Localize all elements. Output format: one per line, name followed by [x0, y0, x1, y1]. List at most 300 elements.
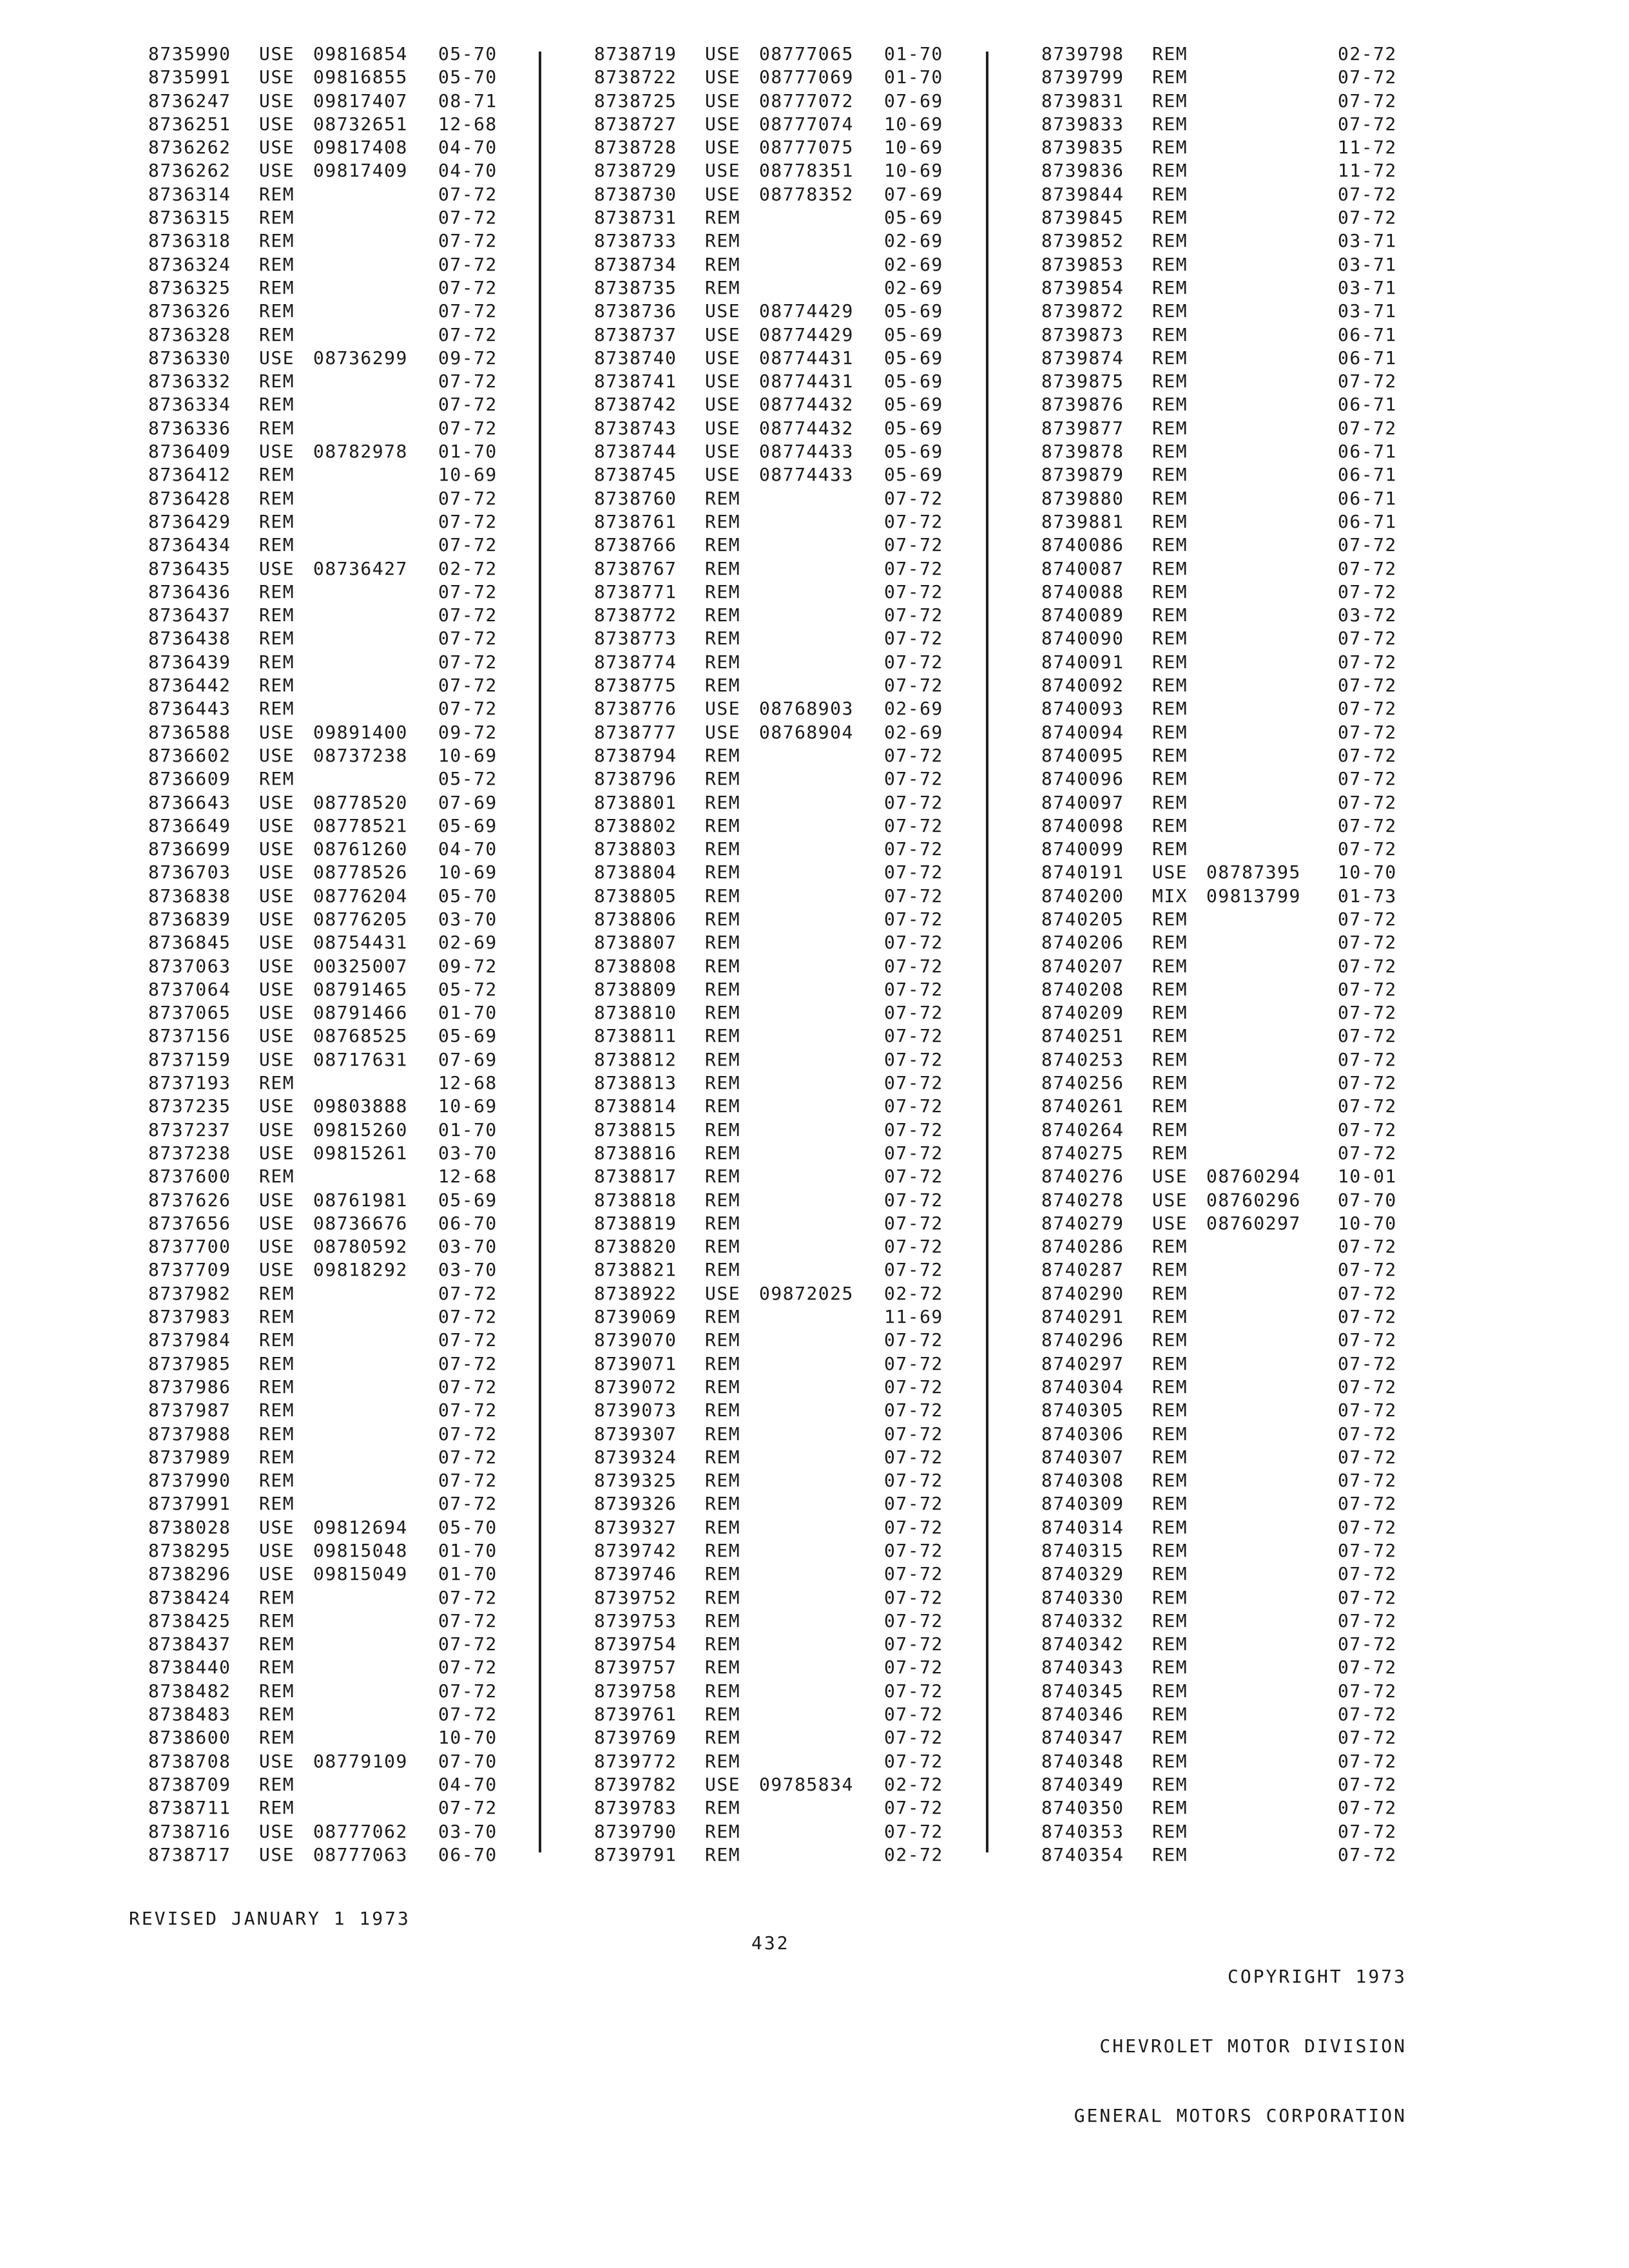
- effective-date: 07-72: [438, 1610, 497, 1631]
- parts-row: [594, 370, 994, 393]
- effective-date: 07-72: [438, 1493, 497, 1515]
- action-code: REM: [705, 908, 741, 930]
- parts-row: [148, 1446, 548, 1469]
- action-code: REM: [705, 1493, 741, 1515]
- part-number: 8740261: [1041, 1095, 1124, 1117]
- effective-date: 07-72: [438, 370, 497, 392]
- parts-row: [594, 183, 994, 206]
- parts-row: [148, 1610, 548, 1633]
- parts-row: [1041, 838, 1441, 861]
- effective-date: 10-01: [1338, 1166, 1397, 1187]
- parts-row: [1041, 1329, 1441, 1352]
- effective-date: 07-72: [1338, 1048, 1397, 1070]
- parts-row: [594, 1446, 994, 1469]
- part-number: 8737709: [148, 1259, 231, 1281]
- action-code: REM: [705, 1048, 741, 1070]
- parts-row: [1041, 276, 1441, 300]
- part-number: 8736409: [148, 441, 231, 463]
- replacement-part: 08779109: [313, 1750, 408, 1772]
- effective-date: 07-72: [1338, 1119, 1397, 1140]
- part-number: 8738813: [594, 1072, 677, 1094]
- column-divider: [539, 52, 541, 1852]
- replacement-part: 08778352: [759, 183, 854, 205]
- effective-date: 03-71: [1338, 253, 1397, 275]
- action-code: REM: [259, 1352, 295, 1374]
- parts-row: [1041, 90, 1441, 113]
- effective-date: 03-70: [438, 1259, 497, 1281]
- parts-row: [148, 744, 548, 767]
- effective-date: 07-72: [1338, 1025, 1397, 1047]
- parts-row: [148, 1142, 548, 1165]
- action-code: REM: [1152, 1704, 1188, 1725]
- column-divider: [986, 52, 988, 1852]
- part-number: 8738807: [594, 932, 677, 954]
- parts-row: [594, 1305, 994, 1329]
- action-code: REM: [259, 1376, 295, 1398]
- parts-row: [148, 370, 548, 393]
- part-number: 8740253: [1041, 1048, 1124, 1070]
- action-code: REM: [1152, 1025, 1188, 1047]
- action-code: USE: [705, 441, 741, 463]
- effective-date: 07-72: [438, 253, 497, 275]
- action-code: REM: [259, 1680, 295, 1702]
- action-code: USE: [259, 1189, 295, 1211]
- part-number: 8736442: [148, 675, 231, 697]
- part-number: 8736838: [148, 885, 231, 907]
- effective-date: 07-72: [884, 604, 943, 626]
- parts-row: [594, 697, 994, 720]
- action-code: REM: [1152, 1446, 1188, 1468]
- effective-date: 07-72: [438, 1470, 497, 1492]
- action-code: REM: [705, 1002, 741, 1024]
- action-code: USE: [705, 1773, 741, 1795]
- effective-date: 05-70: [438, 1516, 497, 1538]
- parts-row: [594, 90, 994, 113]
- part-number: 8740256: [1041, 1072, 1124, 1094]
- parts-row: [594, 604, 994, 627]
- part-number: 8736315: [148, 207, 231, 229]
- part-number: 8739881: [1041, 510, 1124, 532]
- effective-date: 07-72: [1338, 1843, 1397, 1865]
- effective-date: 07-72: [1338, 955, 1397, 977]
- parts-row: [1041, 1399, 1441, 1422]
- action-code: USE: [259, 1820, 295, 1842]
- part-number: 8738711: [148, 1797, 231, 1819]
- action-code: REM: [705, 1095, 741, 1117]
- action-code: REM: [259, 1773, 295, 1795]
- part-number: 8740191: [1041, 861, 1124, 883]
- parts-row: [1041, 604, 1441, 627]
- effective-date: 07-72: [884, 1142, 943, 1164]
- part-number: 8738709: [148, 1773, 231, 1795]
- part-number: 8737656: [148, 1212, 231, 1234]
- part-number: 8740088: [1041, 581, 1124, 602]
- action-code: USE: [259, 90, 295, 111]
- part-number: 8737984: [148, 1329, 231, 1351]
- part-number: 8736428: [148, 487, 231, 509]
- replacement-part: 08778521: [313, 814, 408, 836]
- parts-row: [1041, 1820, 1441, 1843]
- replacement-part: 08774431: [759, 347, 854, 369]
- part-number: 8739782: [594, 1773, 677, 1795]
- part-number: 8736324: [148, 253, 231, 275]
- parts-row: [594, 1773, 994, 1796]
- effective-date: 12-68: [438, 1072, 497, 1094]
- parts-row: [594, 1258, 994, 1282]
- parts-row: [1041, 1726, 1441, 1749]
- effective-date: 07-69: [438, 791, 497, 813]
- parts-row: [594, 1680, 994, 1703]
- part-number: 8737989: [148, 1446, 231, 1468]
- parts-row: [594, 581, 994, 604]
- action-code: USE: [259, 1142, 295, 1164]
- part-number: 8740308: [1041, 1470, 1124, 1492]
- replacement-part: 08768525: [313, 1025, 408, 1047]
- parts-row: [594, 955, 994, 978]
- replacement-part: 08736427: [313, 557, 408, 579]
- effective-date: 07-72: [1338, 768, 1397, 790]
- part-number: 8738772: [594, 604, 677, 626]
- action-code: REM: [705, 1142, 741, 1164]
- parts-row: [148, 393, 548, 416]
- part-number: 8739845: [1041, 207, 1124, 229]
- replacement-part: 09872025: [759, 1282, 854, 1304]
- parts-row: [148, 1095, 548, 1118]
- parts-row: [594, 744, 994, 767]
- parts-row: [594, 1750, 994, 1773]
- part-number: 8738796: [594, 768, 677, 790]
- effective-date: 07-72: [1338, 628, 1397, 649]
- action-code: REM: [705, 791, 741, 813]
- part-number: 8737193: [148, 1072, 231, 1094]
- part-number: 8738483: [148, 1704, 231, 1725]
- action-code: REM: [259, 253, 295, 275]
- effective-date: 07-72: [1338, 651, 1397, 673]
- effective-date: 07-72: [438, 1633, 497, 1655]
- parts-row: [148, 90, 548, 113]
- effective-date: 07-72: [1338, 814, 1397, 836]
- part-number: 8738028: [148, 1516, 231, 1538]
- action-code: REM: [259, 183, 295, 205]
- part-number: 8739327: [594, 1516, 677, 1538]
- action-code: REM: [1152, 1423, 1188, 1445]
- action-code: REM: [259, 230, 295, 252]
- part-number: 8737064: [148, 978, 231, 1000]
- action-code: REM: [259, 1610, 295, 1631]
- effective-date: 07-72: [438, 1399, 497, 1421]
- effective-date: 07-72: [1338, 1773, 1397, 1795]
- action-code: USE: [1152, 1166, 1188, 1187]
- action-code: USE: [259, 1259, 295, 1281]
- action-code: REM: [1152, 1727, 1188, 1749]
- part-number: 8737065: [148, 1002, 231, 1024]
- part-number: 8738809: [594, 978, 677, 1000]
- effective-date: 07-72: [1338, 1259, 1397, 1281]
- part-number: 8739069: [594, 1306, 677, 1328]
- effective-date: 05-72: [438, 768, 497, 790]
- action-code: REM: [1152, 628, 1188, 649]
- action-code: REM: [705, 651, 741, 673]
- parts-row: [1041, 66, 1441, 89]
- action-code: REM: [705, 1727, 741, 1749]
- part-number: 8738922: [594, 1282, 677, 1304]
- parts-row: [1041, 1048, 1441, 1072]
- action-code: REM: [259, 1797, 295, 1819]
- replacement-part: 09803888: [313, 1095, 408, 1117]
- action-code: REM: [705, 1633, 741, 1655]
- action-code: REM: [705, 1750, 741, 1772]
- effective-date: 10-69: [438, 861, 497, 883]
- copyright-line: GENERAL MOTORS CORPORATION: [1074, 2105, 1407, 2126]
- action-code: REM: [1152, 1352, 1188, 1374]
- action-code: REM: [1152, 651, 1188, 673]
- effective-date: 07-72: [1338, 557, 1397, 579]
- action-code: REM: [1152, 183, 1188, 205]
- parts-row: [1041, 1282, 1441, 1305]
- parts-row: [148, 1586, 548, 1610]
- effective-date: 07-72: [438, 651, 497, 673]
- effective-date: 07-72: [884, 1119, 943, 1140]
- replacement-part: 08768904: [759, 721, 854, 743]
- effective-date: 07-72: [884, 861, 943, 883]
- parts-row: [594, 1024, 994, 1048]
- parts-row: [148, 229, 548, 253]
- replacement-part: 09818292: [313, 1259, 408, 1281]
- part-number: 8736443: [148, 698, 231, 720]
- effective-date: 07-72: [884, 1446, 943, 1468]
- parts-row: [148, 533, 548, 557]
- action-code: USE: [259, 978, 295, 1000]
- effective-date: 07-72: [1338, 1002, 1397, 1024]
- parts-row: [1041, 417, 1441, 440]
- parts-row: [594, 253, 994, 276]
- parts-row: [594, 136, 994, 159]
- parts-row: [1041, 1423, 1441, 1446]
- action-code: REM: [259, 323, 295, 345]
- effective-date: 05-69: [884, 394, 943, 416]
- action-code: REM: [705, 581, 741, 602]
- part-number: 8740276: [1041, 1166, 1124, 1187]
- effective-date: 07-72: [438, 276, 497, 298]
- part-number: 8740096: [1041, 768, 1124, 790]
- action-code: REM: [259, 510, 295, 532]
- part-number: 8736845: [148, 932, 231, 954]
- parts-row: [148, 814, 548, 838]
- effective-date: 05-69: [884, 347, 943, 369]
- part-number: 8736314: [148, 183, 231, 205]
- part-number: 8740296: [1041, 1329, 1124, 1351]
- action-code: REM: [259, 487, 295, 509]
- action-code: REM: [1152, 276, 1188, 298]
- action-code: REM: [1152, 1282, 1188, 1304]
- part-number: 8739758: [594, 1680, 677, 1702]
- part-number: 8739742: [594, 1540, 677, 1561]
- effective-date: 05-70: [438, 66, 497, 88]
- effective-date: 07-72: [884, 814, 943, 836]
- parts-row: [1041, 908, 1441, 931]
- part-number: 8738742: [594, 394, 677, 416]
- replacement-part: 08760297: [1206, 1212, 1301, 1234]
- part-number: 8736435: [148, 557, 231, 579]
- effective-date: 07-72: [884, 744, 943, 766]
- action-code: USE: [705, 698, 741, 720]
- parts-row: [148, 1750, 548, 1773]
- effective-date: 03-71: [1338, 300, 1397, 322]
- replacement-part: 08782978: [313, 441, 408, 463]
- effective-date: 02-69: [884, 721, 943, 743]
- action-code: REM: [1152, 1399, 1188, 1421]
- effective-date: 07-72: [1338, 838, 1397, 860]
- parts-row: [148, 1820, 548, 1843]
- effective-date: 07-72: [1338, 1727, 1397, 1749]
- parts-row: [148, 1399, 548, 1422]
- part-number: 8739072: [594, 1376, 677, 1398]
- parts-row: [594, 323, 994, 347]
- effective-date: 10-70: [438, 1727, 497, 1749]
- effective-date: 07-72: [884, 1563, 943, 1585]
- action-code: REM: [1152, 1843, 1188, 1865]
- effective-date: 07-72: [1338, 1493, 1397, 1515]
- part-number: 8737987: [148, 1399, 231, 1421]
- effective-date: 07-72: [884, 838, 943, 860]
- replacement-part: 08791466: [313, 1002, 408, 1024]
- parts-row: [1041, 674, 1441, 697]
- replacement-part: 08774433: [759, 441, 854, 463]
- parts-row: [148, 1189, 548, 1212]
- copyright-line: COPYRIGHT 1973: [1227, 1966, 1407, 1987]
- copyright-line: CHEVROLET MOTOR DIVISION: [1099, 2035, 1407, 2057]
- parts-row: [594, 1726, 994, 1749]
- effective-date: 07-72: [1338, 1282, 1397, 1304]
- part-number: 8738774: [594, 651, 677, 673]
- parts-row: [594, 1352, 994, 1376]
- part-number: 8737986: [148, 1376, 231, 1398]
- action-code: REM: [705, 1259, 741, 1281]
- parts-row: [148, 604, 548, 627]
- parts-row: [148, 1305, 548, 1329]
- parts-row: [1041, 300, 1441, 323]
- parts-row: [1041, 861, 1441, 884]
- replacement-part: 08732651: [313, 113, 408, 135]
- parts-row: [594, 43, 994, 66]
- part-number: 8740346: [1041, 1704, 1124, 1725]
- part-number: 8738818: [594, 1189, 677, 1211]
- effective-date: 07-72: [1338, 1306, 1397, 1328]
- effective-date: 07-72: [438, 1586, 497, 1608]
- parts-row: [148, 276, 548, 300]
- replacement-part: 08778351: [759, 160, 854, 182]
- effective-date: 01-70: [884, 43, 943, 64]
- part-number: 8739877: [1041, 417, 1124, 439]
- part-number: 8737237: [148, 1119, 231, 1140]
- part-number: 8739833: [1041, 113, 1124, 135]
- part-number: 8740306: [1041, 1423, 1124, 1445]
- part-number: 8740278: [1041, 1189, 1124, 1211]
- action-code: REM: [705, 1843, 741, 1865]
- effective-date: 01-70: [438, 1563, 497, 1585]
- parts-row: [1041, 1680, 1441, 1703]
- effective-date: 07-72: [438, 581, 497, 602]
- part-number: 8740309: [1041, 1493, 1124, 1515]
- parts-row: [148, 206, 548, 229]
- effective-date: 07-72: [438, 1352, 497, 1374]
- part-number: 8739798: [1041, 43, 1124, 64]
- replacement-part: 08774432: [759, 417, 854, 439]
- part-number: 8740208: [1041, 978, 1124, 1000]
- replacement-part: 08774429: [759, 323, 854, 345]
- part-number: 8740205: [1041, 908, 1124, 930]
- effective-date: 07-72: [1338, 721, 1397, 743]
- action-code: USE: [705, 394, 741, 416]
- effective-date: 06-71: [1338, 394, 1397, 416]
- part-number: 8738725: [594, 90, 677, 111]
- effective-date: 07-72: [884, 1727, 943, 1749]
- effective-date: 10-69: [438, 464, 497, 486]
- parts-row: [594, 1469, 994, 1492]
- action-code: REM: [1152, 791, 1188, 813]
- effective-date: 11-69: [884, 1306, 943, 1328]
- part-number: 8740264: [1041, 1119, 1124, 1140]
- part-number: 8738733: [594, 230, 677, 252]
- effective-date: 02-69: [884, 698, 943, 720]
- effective-date: 07-72: [438, 207, 497, 229]
- action-code: REM: [705, 861, 741, 883]
- replacement-part: 08774433: [759, 464, 854, 486]
- effective-date: 07-72: [884, 487, 943, 509]
- action-code: REM: [259, 370, 295, 392]
- part-number: 8736839: [148, 908, 231, 930]
- part-number: 8736332: [148, 370, 231, 392]
- replacement-part: 08780592: [313, 1236, 408, 1258]
- replacement-part: 08777074: [759, 113, 854, 135]
- action-code: REM: [1152, 1540, 1188, 1561]
- effective-date: 07-72: [1338, 675, 1397, 697]
- effective-date: 07-72: [1338, 1352, 1397, 1374]
- action-code: REM: [1152, 675, 1188, 697]
- parts-row: [148, 417, 548, 440]
- parts-row: [148, 1212, 548, 1235]
- action-code: REM: [259, 1704, 295, 1725]
- action-code: REM: [259, 698, 295, 720]
- action-code: USE: [259, 347, 295, 369]
- part-number: 8739836: [1041, 160, 1124, 182]
- action-code: REM: [1152, 230, 1188, 252]
- effective-date: 05-69: [884, 300, 943, 322]
- effective-date: 10-69: [438, 744, 497, 766]
- parts-row: [1041, 931, 1441, 954]
- action-code: REM: [1152, 1750, 1188, 1772]
- parts-row: [148, 955, 548, 978]
- parts-row: [594, 393, 994, 416]
- part-number: 8736609: [148, 768, 231, 790]
- replacement-part: 08778526: [313, 861, 408, 883]
- action-code: REM: [1152, 1657, 1188, 1678]
- parts-row: [1041, 1189, 1441, 1212]
- part-number: 8738815: [594, 1119, 677, 1140]
- action-code: REM: [1152, 1002, 1188, 1024]
- part-number: 8739761: [594, 1704, 677, 1725]
- parts-row: [594, 417, 994, 440]
- replacement-part: 09817409: [313, 160, 408, 182]
- parts-row: [148, 978, 548, 1001]
- effective-date: 04-70: [438, 838, 497, 860]
- action-code: USE: [259, 1119, 295, 1140]
- replacement-part: 09815048: [313, 1540, 408, 1561]
- parts-row: [1041, 1072, 1441, 1095]
- part-number: 8738761: [594, 510, 677, 532]
- replacement-part: 08774431: [759, 370, 854, 392]
- part-number: 8738806: [594, 908, 677, 930]
